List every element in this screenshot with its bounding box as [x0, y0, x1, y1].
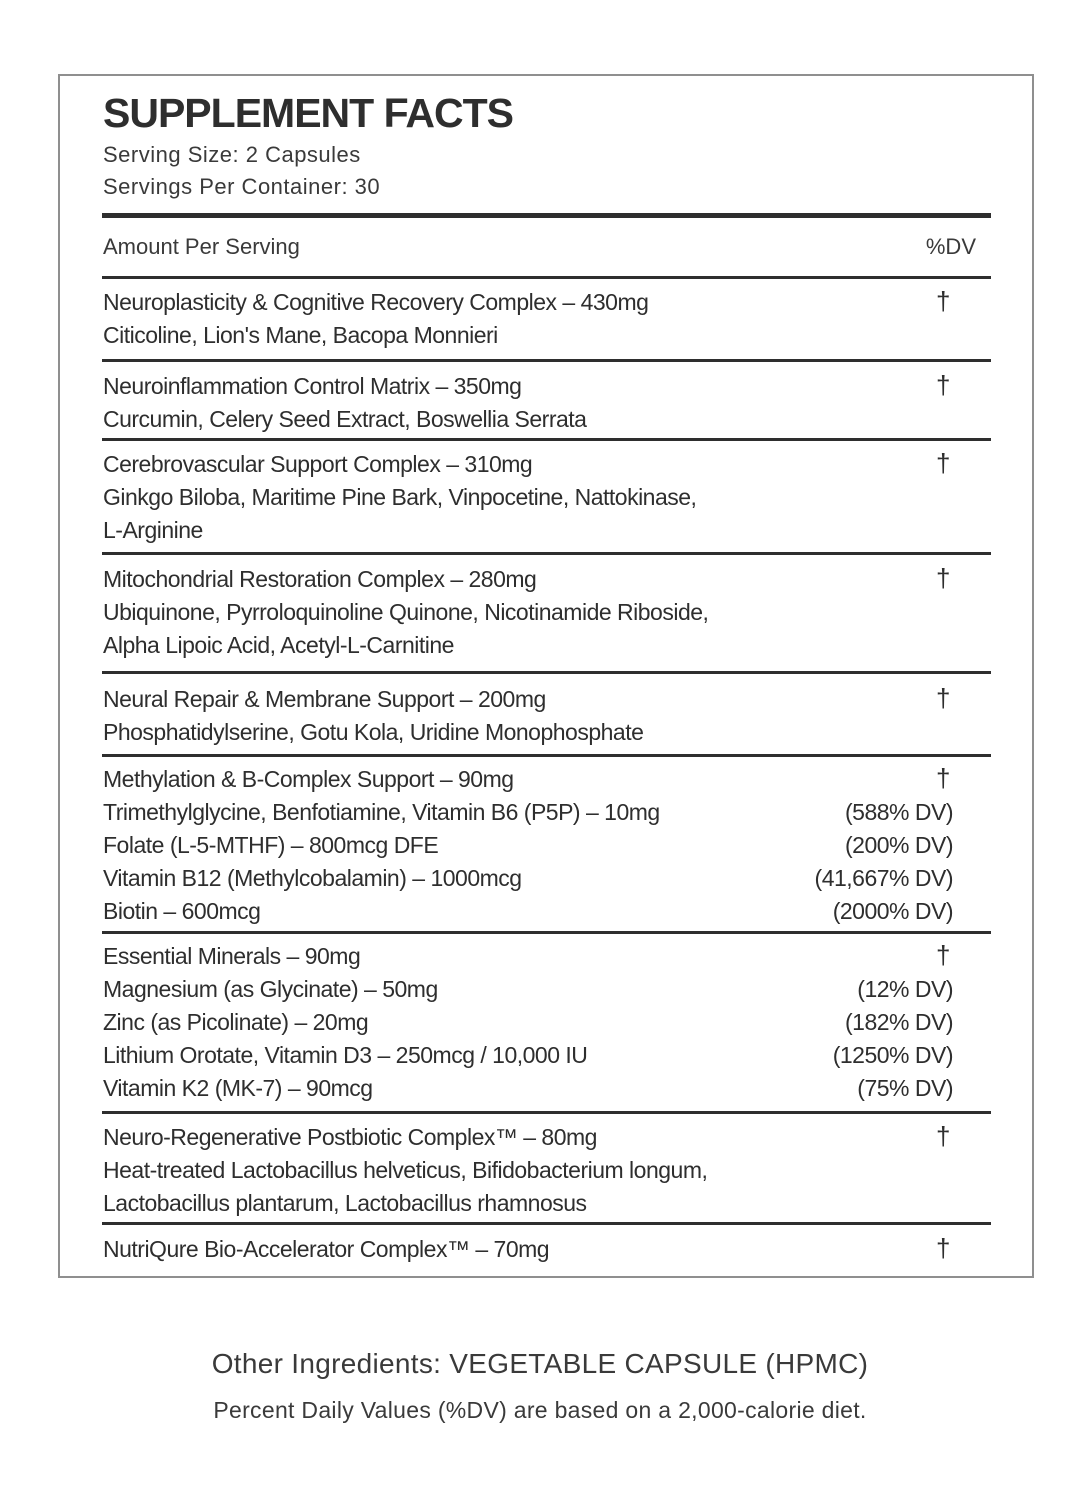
nutrient-name: Folate (L-5-MTHF) – 800mcg DFE: [103, 832, 439, 858]
dagger-symbol: †: [936, 940, 950, 970]
blend-heading: Neuro-Regenerative Postbiotic Complex™ – 80mg: [103, 1124, 597, 1150]
other-ingredients: Other Ingredients: VEGETABLE CAPSULE (HPMC): [211, 1348, 869, 1379]
section-divider: [102, 1111, 991, 1114]
amount-per-serving-label: Amount Per Serving: [103, 234, 300, 259]
dagger-symbol: †: [936, 763, 950, 793]
section-divider: [102, 931, 991, 934]
servings-per-container: Servings Per Container: 30: [103, 174, 381, 199]
blend-heading: Neural Repair & Membrane Support – 200mg: [103, 686, 546, 712]
blend-heading: NutriQure Bio-Accelerator Complex™ – 70mg: [103, 1236, 550, 1262]
nutrient-name: Magnesium (as Glycinate) – 50mg: [103, 976, 438, 1002]
blend-heading: Essential Minerals – 90mg: [103, 943, 361, 969]
nutrient-dv: (588% DV): [845, 799, 953, 825]
blend-section-mitochondrial: [103, 562, 953, 662]
ingredient-list: Phosphatidylserine, Gotu Kola, Uridine Monophosphate: [103, 719, 644, 745]
ingredient-list: Curcumin, Celery Seed Extract, Boswellia Serrata: [103, 406, 587, 432]
dv-column-label: %DV: [925, 234, 976, 259]
nutrient-dv: (182% DV): [845, 1009, 953, 1035]
blend-heading: Neuroplasticity & Cognitive Recovery Complex – 430mg: [103, 289, 649, 315]
ingredient-list: L-Arginine: [103, 517, 203, 543]
blend-section-bio-accelerator: [103, 1232, 953, 1266]
blend-section-neuroinflammation: [103, 369, 953, 436]
section-divider: [102, 1222, 991, 1225]
nutrient-dv: (41,667% DV): [814, 865, 953, 891]
thick-divider: [102, 213, 991, 218]
blend-section-postbiotic: [103, 1120, 953, 1220]
nutrient-dv: (1250% DV): [832, 1042, 953, 1068]
blend-section-neural-repair: [103, 682, 953, 749]
dagger-symbol: †: [936, 1233, 950, 1263]
blend-section-methylation: [103, 762, 953, 928]
nutrient-dv: (200% DV): [845, 832, 953, 858]
section-divider: [102, 552, 991, 555]
blend-section-minerals: [103, 939, 953, 1105]
dagger-symbol: †: [936, 683, 950, 713]
ingredient-list: Citicoline, Lion's Mane, Bacopa Monnieri: [103, 322, 498, 348]
ingredient-list: Ginkgo Biloba, Maritime Pine Bark, Vinpocetine, Nattokinase,: [103, 484, 697, 510]
blend-heading: Cerebrovascular Support Complex – 310mg: [103, 451, 533, 477]
nutrient-name: Trimethylglycine, Benfotiamine, Vitamin B6 (P5P) – 10mg: [103, 799, 660, 825]
ingredient-list: Lactobacillus plantarum, Lactobacillus rhamnosus: [103, 1190, 587, 1216]
nutrient-name: Vitamin K2 (MK-7) – 90mcg: [103, 1075, 373, 1101]
dagger-symbol: †: [936, 1121, 950, 1151]
blend-heading: Mitochondrial Restoration Complex – 280mg: [103, 566, 537, 592]
blend-section-neuroplasticity: [103, 285, 953, 352]
nutrient-dv: (75% DV): [857, 1075, 953, 1101]
label-title: SUPPLEMENT FACTS: [103, 90, 513, 136]
dagger-symbol: †: [936, 448, 950, 478]
section-divider: [102, 359, 991, 362]
serving-size: Serving Size: 2 Capsules: [103, 142, 361, 167]
amount-header-row: [103, 234, 976, 260]
blend-heading: Methylation & B-Complex Support – 90mg: [103, 766, 514, 792]
nutrient-name: Vitamin B12 (Methylcobalamin) – 1000mcg: [103, 865, 522, 891]
section-divider: [102, 671, 991, 674]
dagger-symbol: †: [936, 370, 950, 400]
ingredient-list: Ubiquinone, Pyrroloquinoline Quinone, Nicotinamide Riboside,: [103, 599, 709, 625]
section-divider: [102, 754, 991, 757]
blend-section-cerebrovascular: [103, 447, 953, 547]
nutrient-name: Biotin – 600mcg: [103, 898, 261, 924]
ingredient-list: Heat-treated Lactobacillus helveticus, Bifidobacterium longum,: [103, 1157, 708, 1183]
section-divider: [102, 276, 991, 279]
nutrient-name: Zinc (as Picolinate) – 20mg: [103, 1009, 369, 1035]
nutrient-name: Lithium Orotate, Vitamin D3 – 250mcg / 10,000 IU: [103, 1042, 588, 1068]
nutrient-dv: (2000% DV): [832, 898, 953, 924]
nutrient-dv: (12% DV): [857, 976, 953, 1002]
dagger-symbol: †: [936, 286, 950, 316]
dagger-symbol: †: [936, 563, 950, 593]
ingredient-list: Alpha Lipoic Acid, Acetyl-L-Carnitine: [103, 632, 454, 658]
blend-heading: Neuroinflammation Control Matrix – 350mg: [103, 373, 522, 399]
daily-value-note: Percent Daily Values (%DV) are based on a 2,000-calorie diet.: [213, 1397, 867, 1423]
section-divider: [102, 438, 991, 441]
